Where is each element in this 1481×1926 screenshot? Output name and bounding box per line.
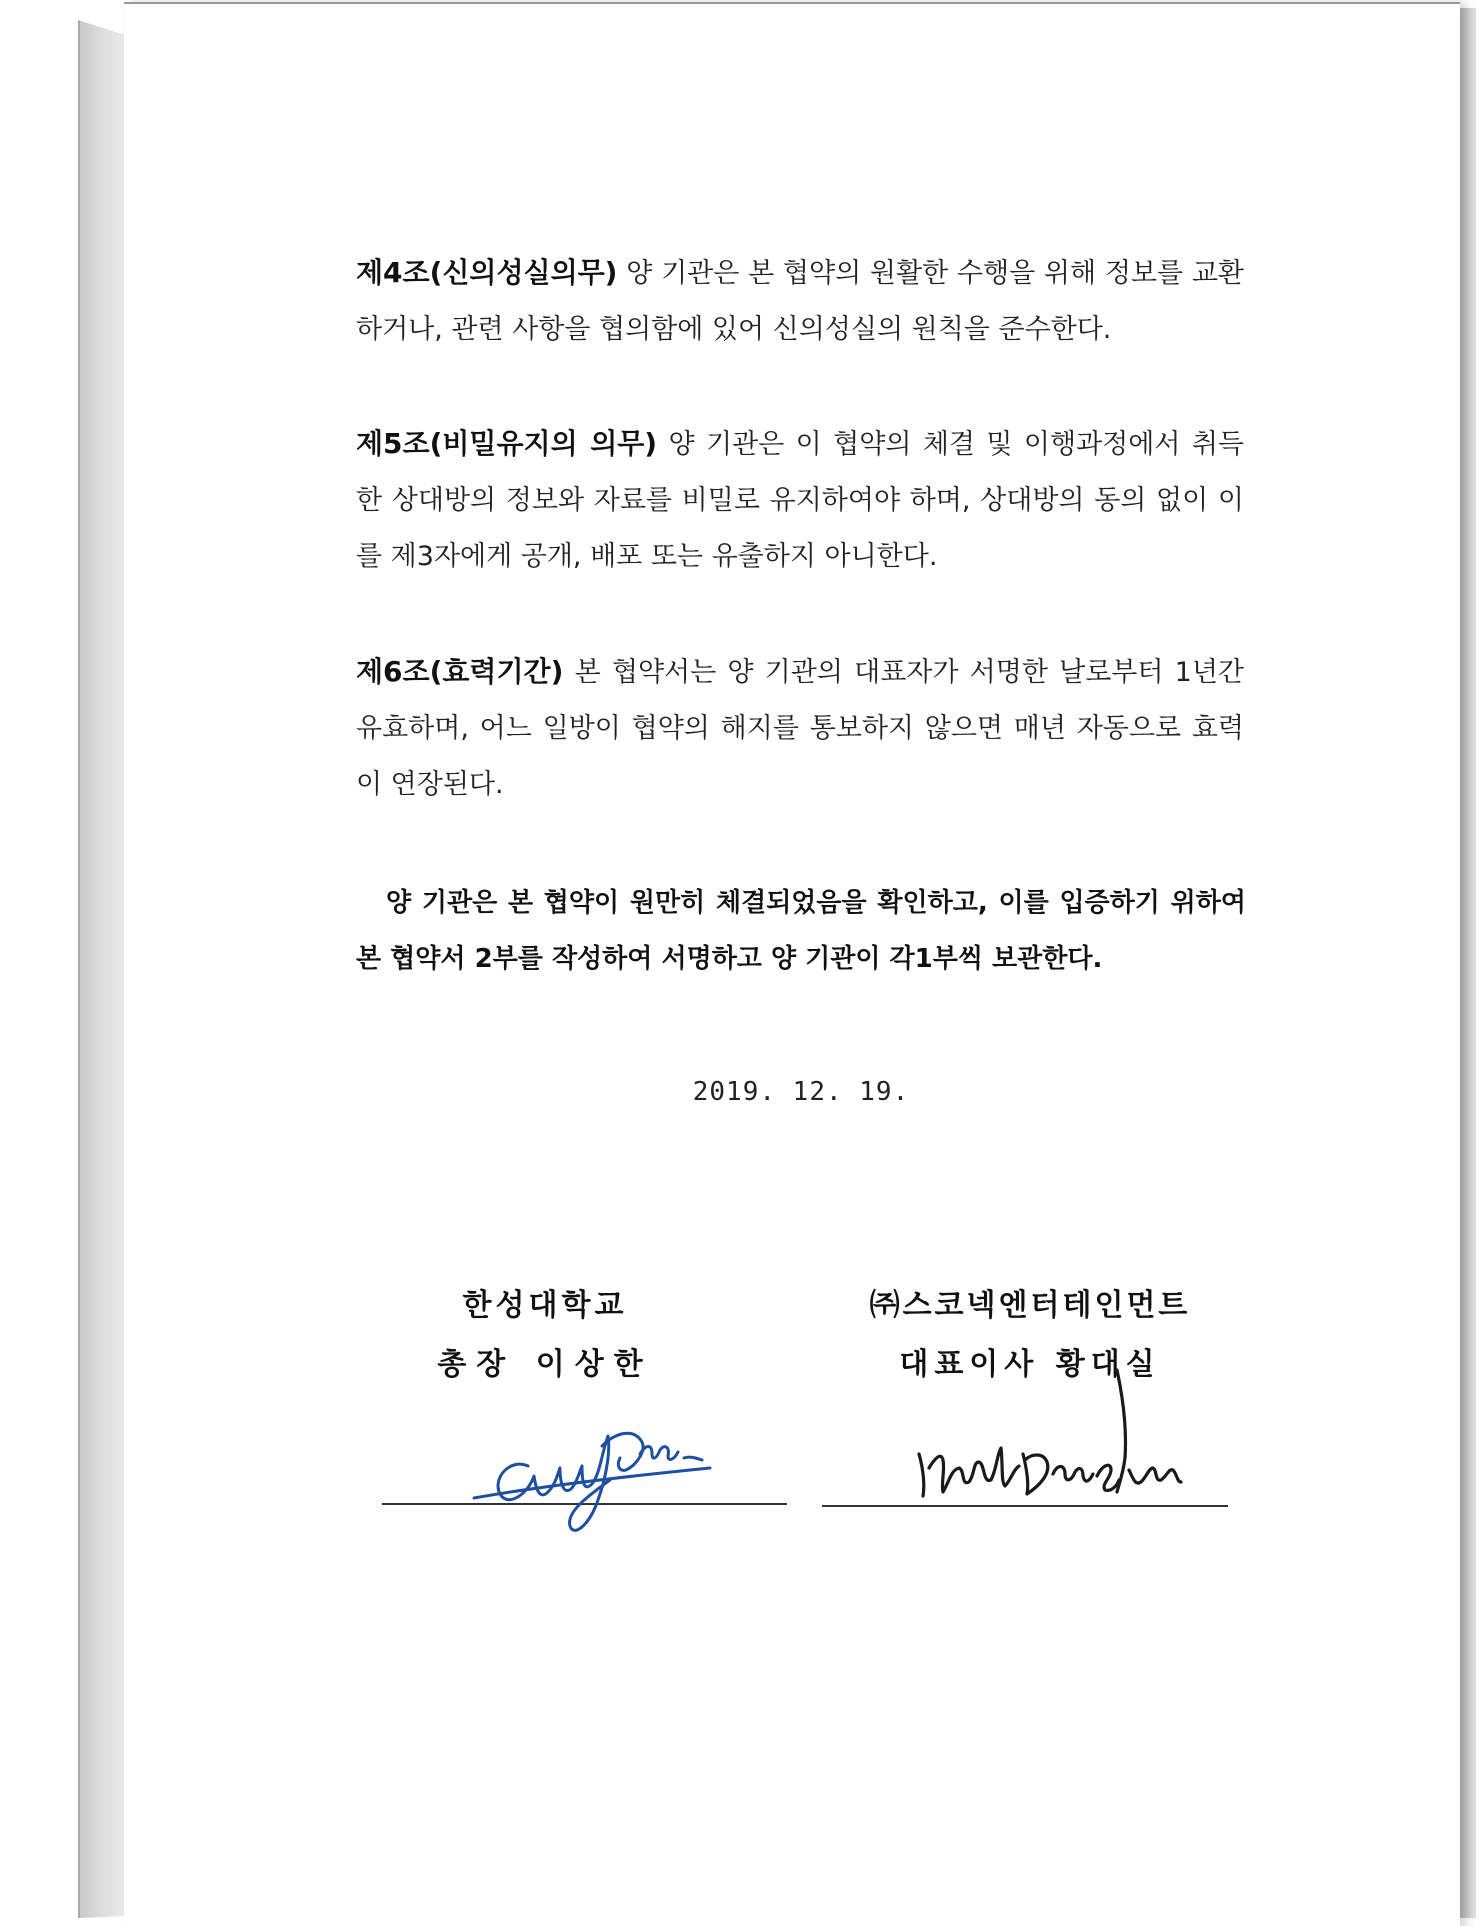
article-5 — [356, 416, 1244, 585]
article-4 — [356, 245, 1244, 358]
right-party-organization: ㈜스코넥엔터테인먼트 — [869, 1288, 1191, 1323]
article-6-heading: 제6조(효력기간) — [356, 655, 564, 688]
article-6-body: 본 협약서는 양 기관의 대표자가 서명한 날로부터 1년간 유효하며, 어느 일방이 협약의 해지를 통보하지 않으면 매년 자동으로 효력이 연장된다. — [356, 657, 1244, 800]
closing-text: 양 기관은 본 협약이 원만히 체결되었음을 확인하고, 이를 입증하기 위하여 본 협약서 2부를 작성하여 서명하고 양 기관이 각1부씩 보관한다. — [356, 888, 1246, 974]
page-right-shade — [1460, 8, 1476, 1918]
right-party-title-name: 대표이사 황대실 — [899, 1347, 1161, 1382]
article-5-heading: 제5조(비밀유지의 의무) — [356, 427, 658, 460]
left-signature — [470, 1388, 730, 1548]
article-4-body: 양 기관은 본 협약의 원활한 수행을 위해 정보를 교환하거나, 관련 사항을 협의함에 있어 신의성실의 원칙을 준수한다. — [356, 258, 1244, 345]
right-signature — [905, 1358, 1205, 1518]
left-party-organization: 한성대학교 — [462, 1288, 628, 1323]
article-4-heading: 제4조(신의성실의무) — [356, 256, 618, 289]
closing-statement — [356, 875, 1246, 987]
signing-date: 2019. 12. 19. — [692, 1077, 910, 1107]
article-6 — [356, 644, 1244, 813]
left-party-title-name: 총장 이상한 — [437, 1347, 653, 1382]
article-5-body: 양 기관은 이 협약의 체결 및 이행과정에서 취득한 상대방의 정보와 자료를 비밀로 유지하여야 하며, 상대방의 동의 없이 이를 제3자에게 공개, 배포 또는 유출하지 아니한다. — [356, 429, 1244, 572]
page-stack-edge — [78, 20, 128, 1918]
